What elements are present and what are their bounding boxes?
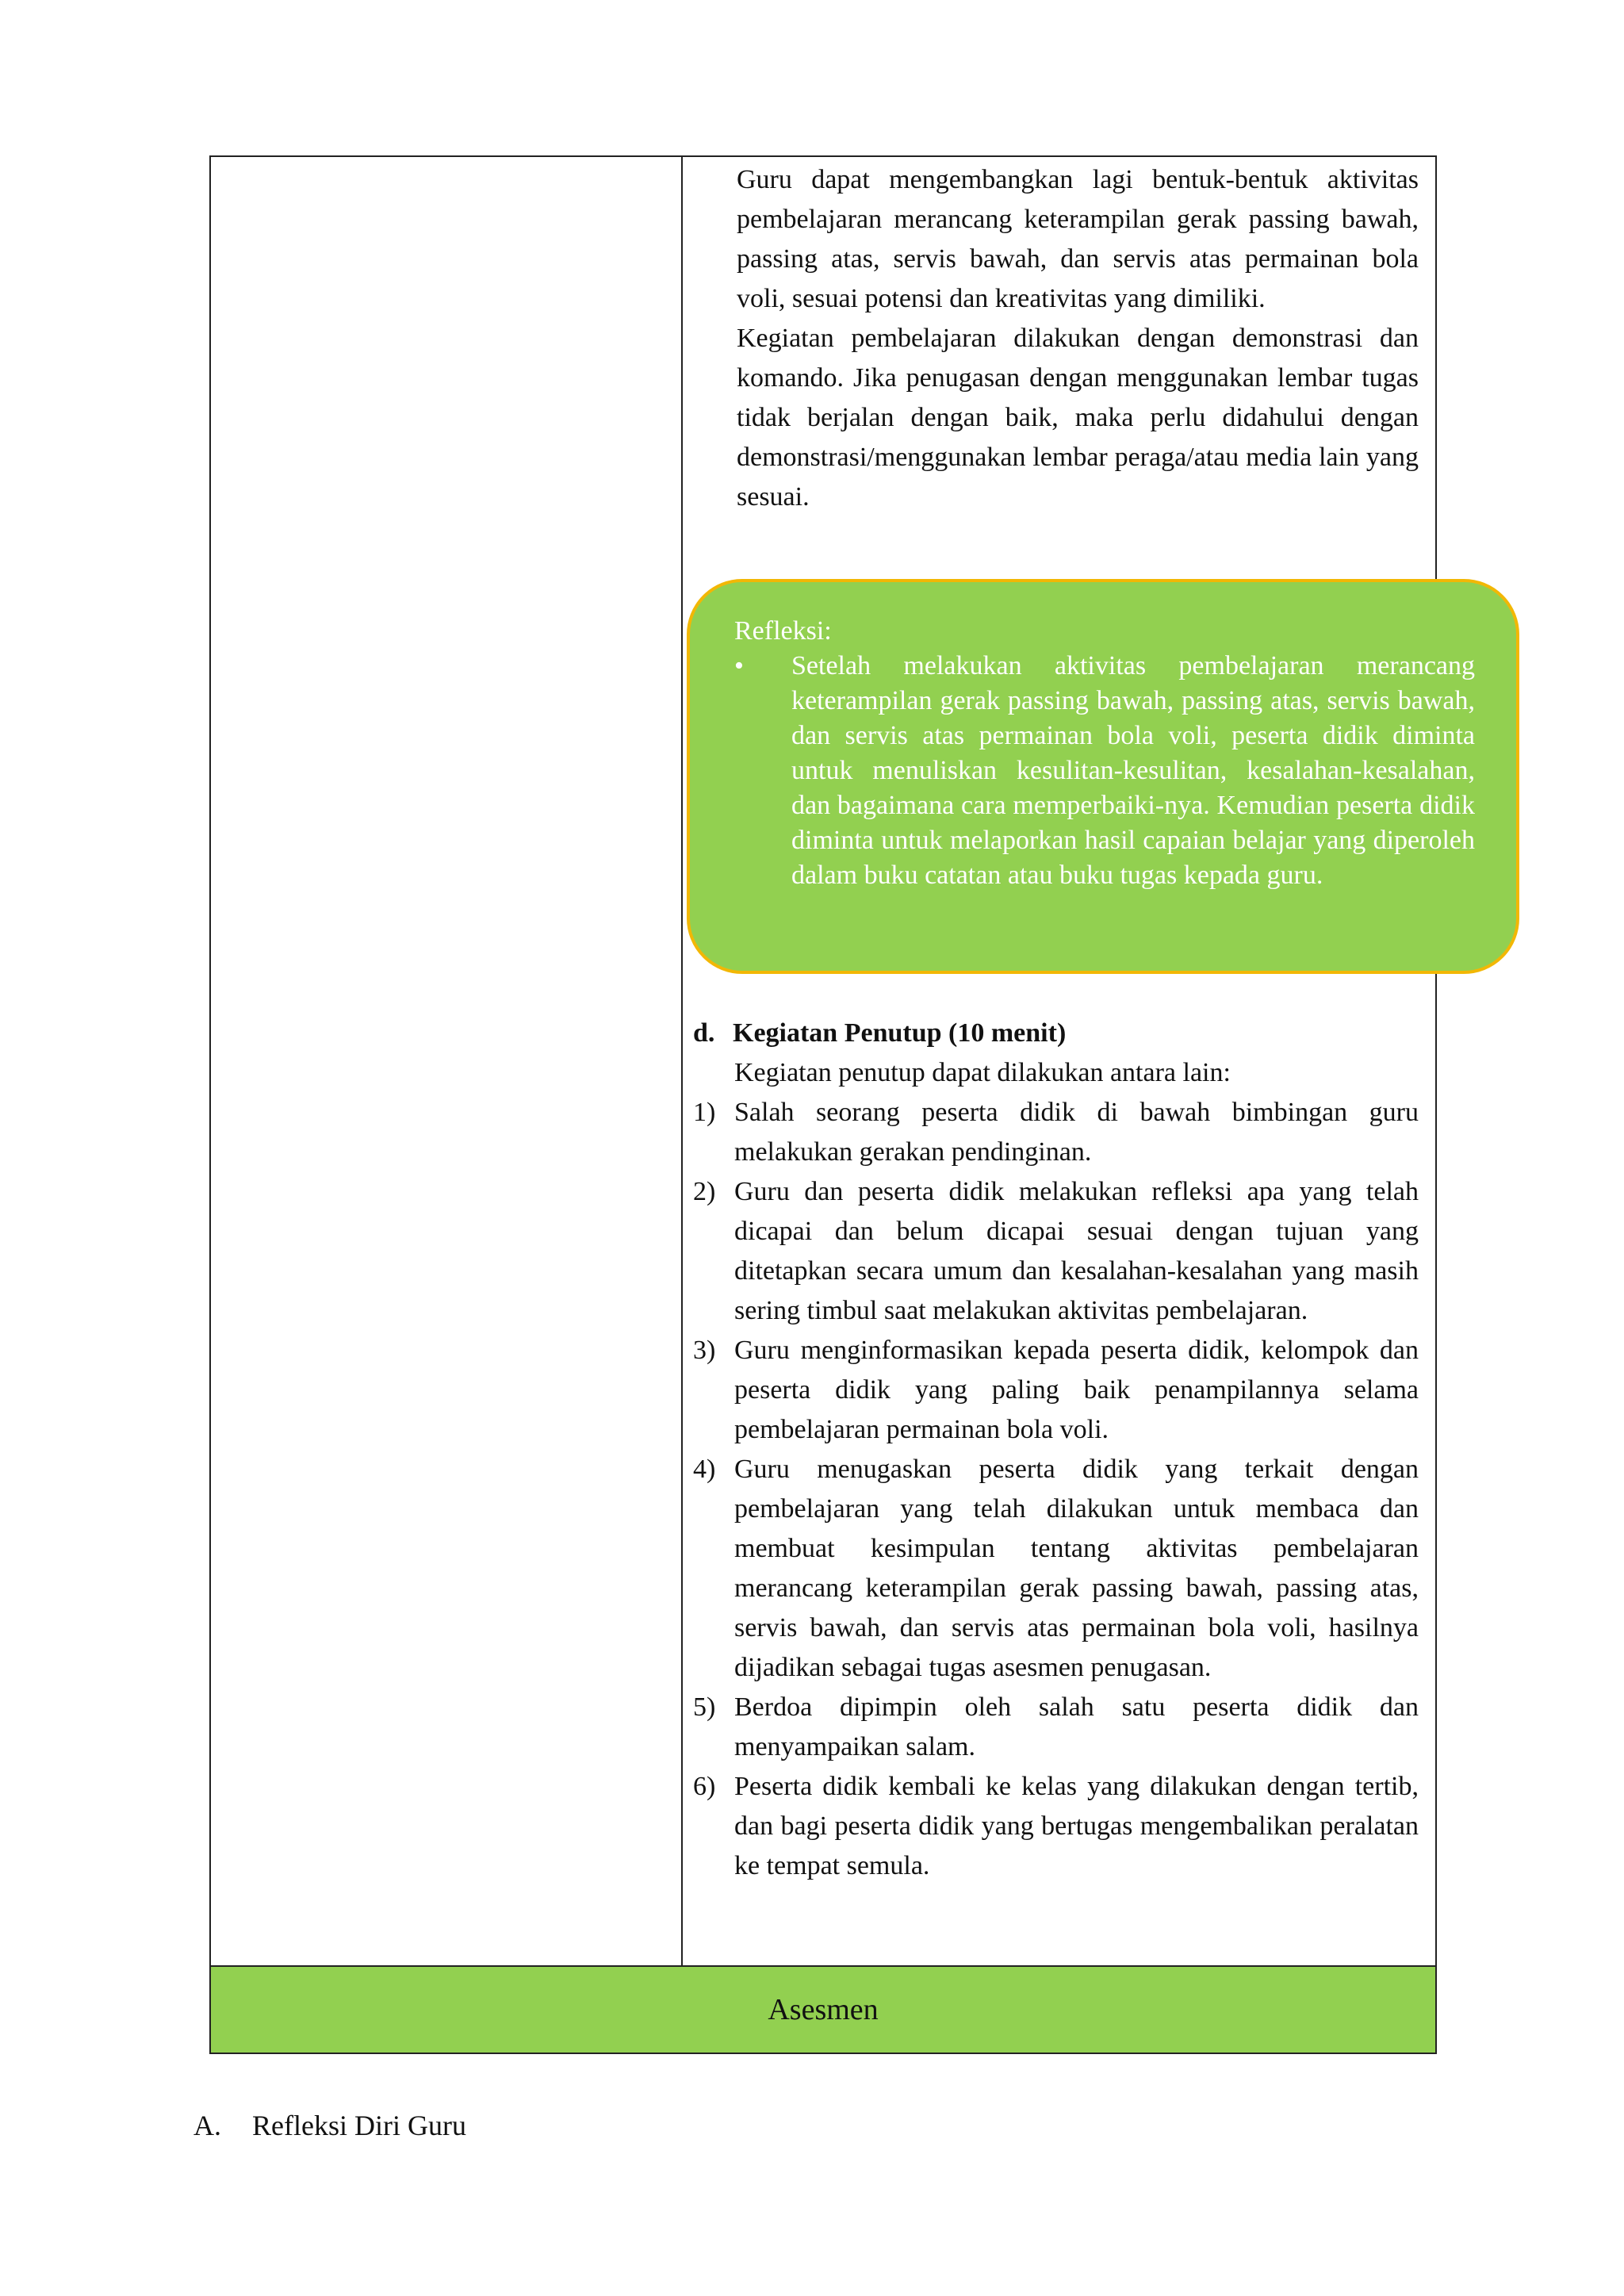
list-item: [693, 1331, 1419, 1450]
asesmen-row: [211, 1967, 1435, 2053]
refleksi-title: Refleksi:: [734, 616, 832, 646]
list-text: Berdoa dipimpin oleh salah satu peserta didik dan menyampaikan salam.: [734, 1692, 1419, 1761]
list-text: Salah seorang peserta didik di bawah bimbingan guru melakukan gerakan pendinginan.: [734, 1098, 1419, 1167]
section-a-marker: A.: [193, 2110, 221, 2141]
list-number: 2): [693, 1177, 716, 1206]
bullet-icon: •: [734, 651, 744, 680]
list-item: [693, 1767, 1419, 1886]
list-item: [693, 1172, 1419, 1331]
asesmen-label: Asesmen: [768, 1993, 879, 2026]
list-text: Guru menugaskan peserta didik yang terkait dengan pembelajaran yang telah dilakukan untuk membaca dan membuat kesimpulan tentang aktivitas pembelajaran merancang keterampilan gerak passing bawah, passing atas, servis bawah, dan servis atas permainan bola voli, hasilnya dijadikan sebagai tugas asesmen penugasan.: [734, 1455, 1419, 1682]
list-text: Guru menginformasikan kepada peserta didik, kelompok dan peserta didik yang paling baik penampilannya selama pembelajaran permainan bola voli.: [734, 1336, 1419, 1444]
list-item: [693, 1093, 1419, 1172]
list-number: 5): [693, 1692, 716, 1722]
paragraph-development: Guru dapat mengembangkan lagi bentuk-bentuk aktivitas pembelajaran merancang keterampilan gerak passing bawah, passing atas, servis bawah, dan servis atas permainan bola voli, sesuai potensi dan kreativitas yang dimiliki.: [737, 165, 1419, 313]
column-divider: [681, 157, 683, 1965]
penutup-title: Kegiatan Penutup (10 menit): [733, 1018, 1067, 1048]
refleksi-callout: [687, 579, 1519, 974]
refleksi-text: Setelah melakukan aktivitas pembelajaran merancang keterampilan gerak passing bawah, passing atas, servis bawah, dan servis atas permainan bola voli, peserta didik diminta untuk menuliskan kesulitan-kesulitan, kesalahan-kesalahan, dan bagaimana cara memperbaiki-nya. Kemudian peserta didik diminta untuk melaporkan hasil capaian belajar yang diperoleh dalam buku catatan atau buku tugas kepada guru.: [791, 651, 1475, 890]
list-number: 1): [693, 1098, 716, 1127]
list-number: 4): [693, 1455, 716, 1484]
list-item: [693, 1688, 1419, 1767]
list-number: 6): [693, 1772, 716, 1801]
list-item: [693, 1450, 1419, 1688]
activity-notes: [737, 160, 1419, 517]
paragraph-method: Kegiatan pembelajaran dilakukan dengan demonstrasi dan komando. Jika penugasan dengan menggunakan lembar tugas tidak berjalan dengan baik, maka perlu didahului dengan demonstrasi/menggunakan lembar peraga/atau media lain yang sesuai.: [737, 324, 1419, 512]
list-text: Peserta didik kembali ke kelas yang dilakukan dengan tertib, dan bagi peserta didik yang bertugas mengembalikan peralatan ke tempat semula.: [734, 1772, 1419, 1880]
list-number: 3): [693, 1336, 716, 1365]
penutup-marker: d.: [693, 1018, 715, 1048]
section-a-title: Refleksi Diri Guru: [252, 2110, 466, 2141]
list-text: Guru dan peserta didik melakukan refleksi apa yang telah dicapai dan belum dicapai sesuai dengan tujuan yang ditetapkan secara umum dan kesalahan-kesalahan yang masih sering timbul saat melakukan aktivitas pembelajaran.: [734, 1177, 1419, 1325]
penutup-list: [693, 1053, 1419, 1886]
penutup-intro: Kegiatan penutup dapat dilakukan antara lain:: [734, 1058, 1231, 1087]
